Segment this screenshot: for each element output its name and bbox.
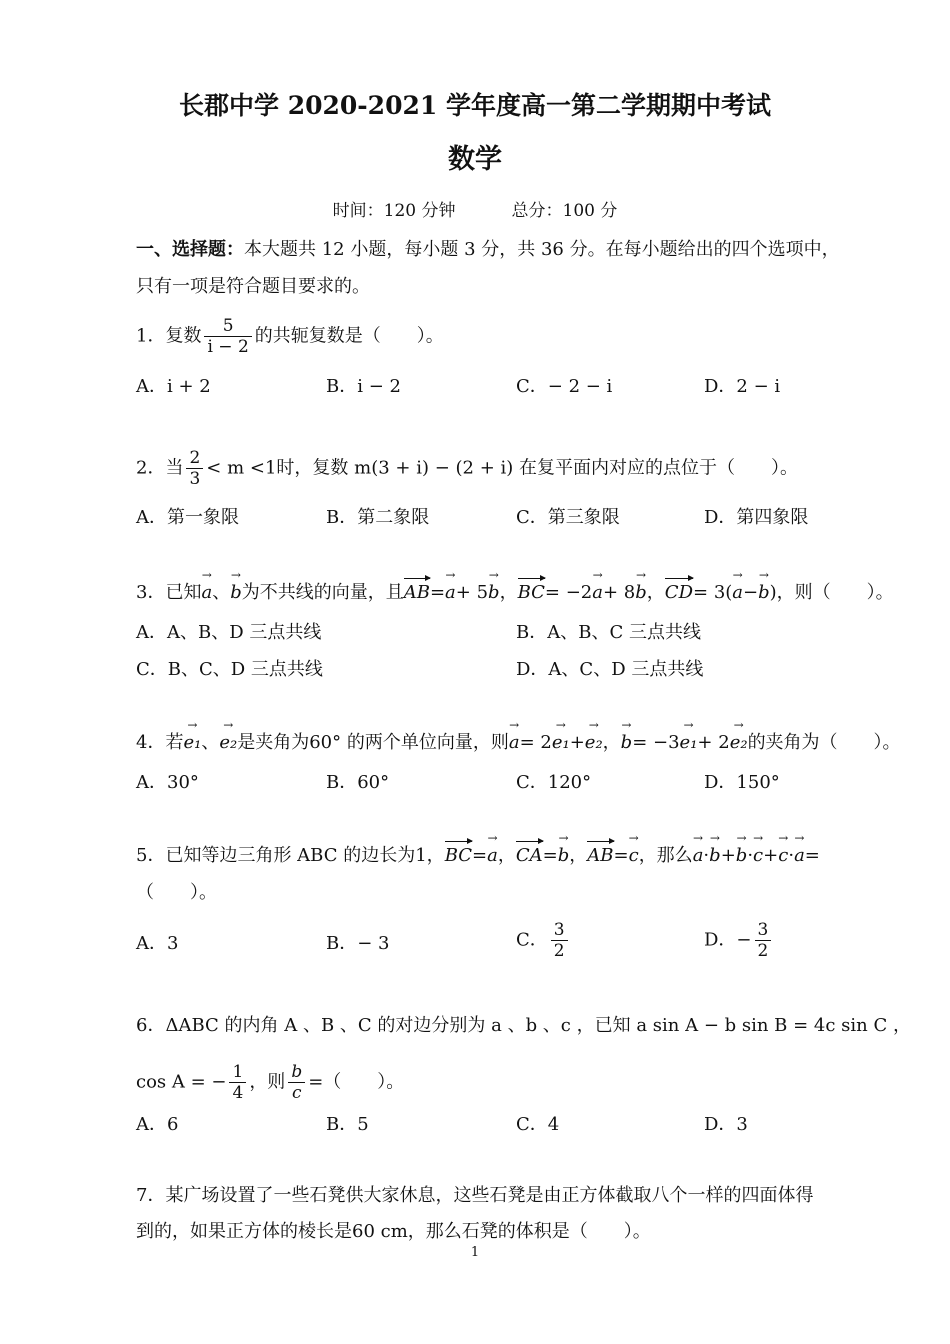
q3-option-d: D．A、C、D 三点共线 (516, 659, 704, 680)
page-number: 1 (470, 1245, 480, 1260)
question-7-line2: 到的，如果正方体的棱长是60 cm，那么石凳的体积是（ ）。 (136, 1221, 651, 1242)
section-header (136, 238, 840, 262)
q3-option-a: A．A、B、D 三点共线 (136, 622, 322, 643)
q1-option-a: A．i + 2 (136, 376, 211, 397)
q5-option-b: B．− 3 (326, 933, 390, 954)
exam-info (0, 199, 950, 223)
section-label: 一、选择题： (136, 239, 244, 260)
question-1: 1．复数 $\frac{5}{i - 2}$ 的共轭复数是（ ）。 (136, 316, 444, 357)
subject-title: 数学 (448, 144, 502, 175)
q1-option-b: B．i − 2 (326, 376, 401, 397)
q1-option-c: C．− 2 − i (516, 376, 613, 397)
q3-option-c: C．B、C、D 三点共线 (136, 659, 323, 680)
q4-option-c: C．120° (516, 772, 592, 793)
question-4: 4．若→ e₁、→ e₂是夹角为60° 的两个单位向量，则→ a= 2→ e₁+→ e₂，→ b= −3→ e₁+ 2→ e₂的夹角为（ ）。 (136, 731, 901, 755)
q5-option-c: C． $\frac{3}{2}$ (516, 920, 571, 961)
q1-option-d: D．2 − i (704, 376, 781, 397)
q5-option-a: A．3 (136, 933, 179, 954)
q4-option-a: A．30° (136, 772, 199, 793)
total-score: 总分：100 分 (511, 201, 618, 221)
section-instructions-2: 只有一项是符合题目要求的。 (136, 276, 370, 297)
q3-option-b: B．A、B、C 三点共线 (516, 622, 701, 643)
q6-option-a: A．6 (136, 1114, 179, 1135)
q6-option-b: B．5 (326, 1114, 369, 1135)
question-5-line2: （ ）。 (136, 882, 217, 903)
question-6: 6．ΔABC 的内角 A 、B 、C 的对边分别为 a 、b 、c ，已知 a sin A − b sin B = 4c sin C ， (136, 1015, 911, 1036)
exam-title: 长郡中学 2020-2021 学年度高一第二学期期中考试 (179, 91, 771, 120)
q2-option-c: C．第三象限 (516, 507, 620, 528)
q2-option-d: D．第四象限 (704, 507, 809, 528)
q6-option-d: D．3 (704, 1114, 748, 1135)
q4-option-b: B．60° (326, 772, 390, 793)
question-7: 7．某广场设置了一些石凳供大家休息，这些石凳是由正方体截取八个一样的四面体得 (136, 1185, 814, 1206)
q4-option-d: D．150° (704, 772, 780, 793)
question-3: 3．已知→ a、→ b为不共线的向量，且AB=→ a+ 5→ b，BC= −2→ a+ 8→ b，CD= 3(→ a−→ b)，则（ ）。 (136, 581, 894, 605)
fraction: $\frac{2}{3}$ (186, 448, 203, 489)
q2-option-a: A．第一象限 (136, 507, 239, 528)
question-6-line2: cos A = − $\frac{1}{4}$ ，则 $\frac{b}{c}$ =（ ）。 (136, 1062, 405, 1103)
time-limit: 时间：120 分钟 (332, 201, 456, 221)
q6-option-c: C．4 (516, 1114, 560, 1135)
q5-option-d: D．− $\frac{3}{2}$ (704, 920, 774, 961)
fraction: $\frac{5}{i - 2}$ (204, 316, 251, 357)
question-2: 2．当 $\frac{2}{3}$ < m <1时，复数 m(3 + i) − (2 + i) 在复平面内对应的点位于（ ）。 (136, 448, 799, 489)
question-5: 5．已知等边三角形 ABC 的边长为1，BC=→ a，CA=→ b，AB=→ c，那么→ a·→ b+→ b·→ c+→ c·→ a= (136, 844, 820, 868)
q2-option-b: B．第二象限 (326, 507, 430, 528)
section-instructions-1: 本大题共 12 小题，每小题 3 分，共 36 分。在每小题给出的四个选项中， (244, 239, 840, 260)
